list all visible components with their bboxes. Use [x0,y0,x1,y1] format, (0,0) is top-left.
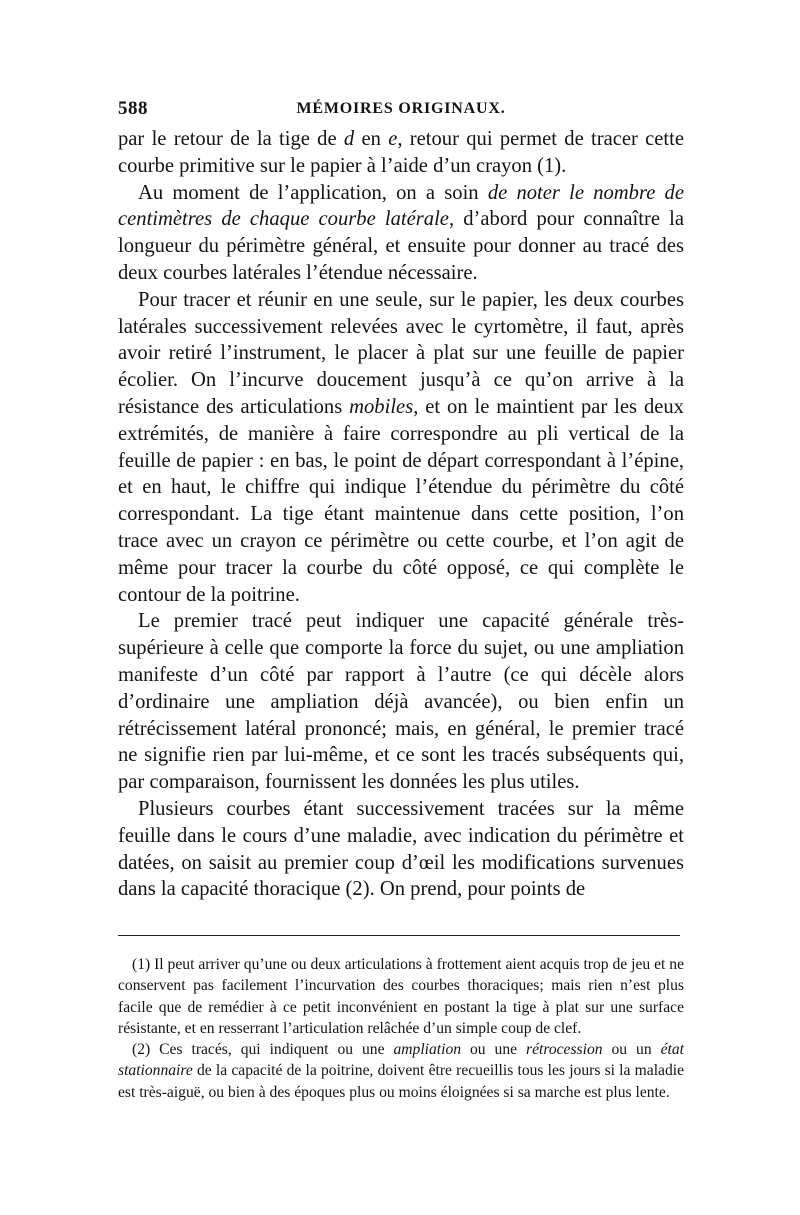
footnote-divider [118,935,680,936]
text-run: , d’abord pour connaître la longueur du périmètre général, et ensuite pour donner au tracé des deux courbes latérales l’étendue nécessaire. [118,208,685,284]
footnote-1: (1) Il peut arriver qu’une ou deux articulations à frottement aient acquis trop de jeu et ne conservent pas facilement l’incurvation des courbes thoraciques; mais rien n’est plus facile que de remédier à ce petit inconvénient en postant la tige à plat sur une surface résistante, et en resserrant l’articulation relâchée d’un simple coup de clef. [118,956,684,1037]
text-run: , retour qui permet de tracer cette courbe primitive sur le papier à l’aide d’un crayon (1). [118,128,684,177]
running-title: MÉMOIRES ORIGINAUX. [296,100,506,117]
italic-phrase: état stationnaire [118,1041,684,1080]
italic-letter-d: d [343,128,355,150]
paragraph-1 [118,126,684,180]
page-number: 588 [118,98,148,119]
text-run: ou un [602,1041,661,1059]
italic-word: rétrocession [526,1041,603,1059]
text-run: Au moment de l’application, on a soin [138,181,488,204]
italic-word: ampliation [393,1041,462,1059]
paragraph-2 [118,180,684,287]
main-text [118,126,684,903]
paragraph-5: Plusieurs courbes étant successivement tracées sur la même feuille dans le cours d’une maladie, avec indication du périmètre et datées, on saisit au premier coup d’œil les modifications survenues dans la capacité thoracique (2). On prend, pour points de [118,797,684,901]
footnotes [118,954,684,1103]
italic-phrase: de noter le nombre de centimètres de chaque courbe latérale [118,181,684,231]
text-run: de la capacité de la poitrine, doivent être recueillis tous les jours si la maladie est très-aiguë, ou bien à des époques plus ou moins éloignées si sa marche est plus lente. [118,1062,684,1101]
italic-letter-e: e [388,128,398,150]
text-run: , et on le maintient par les deux extrémités, de manière à faire correspondre au pli vertical de la feuille de papier : en bas, le point de départ correspondant à l’épine, et en haut, le chiffre qui indique l’étendue du périmètre du côté correspondant. La tige étant maintenue dans cette position, l’on trace avec un crayon ce périmètre ou cette courbe, et l’on agit de même pour tracer la courbe du côté opposé, ce qui complète le contour de la poitrine. [118,395,684,606]
text-run: ou une [461,1041,527,1059]
text-run: en [354,128,389,150]
text-run: Pour tracer et réunir en une seule, sur le papier, les deux courbes latérales successivement relevées avec le cyrtomètre, il faut, après avoir retiré l’instrument, le placer à plat sur une feuille de papier écolier. On l’incurve doucement jusqu’à ce qu’on arrive à la résistance des articulations [118,288,684,418]
italic-word: mobiles [349,395,414,418]
page-header [118,98,684,122]
paragraph-4: Le premier tracé peut indiquer une capacité générale très-supérieure à celle que comporte la force du sujet, ou une ampliation manifeste d’un côté par rapport à l’autre (ce qui décèle alors d’ordinaire une ampliation déjà avancée), ou bien enfin un rétrécissement latéral prononcé; mais, en général, le premier tracé ne signifie rien par lui-même, et ce sont les tracés subséquents qui, par comparaison, fournissent les données les plus utiles. [118,610,684,794]
footnote-2 [118,1039,684,1103]
text-run: par le retour de la tige de [118,128,344,150]
text-run: (2) Ces tracés, qui indiquent ou une [132,1041,394,1059]
paragraph-3 [118,287,684,609]
